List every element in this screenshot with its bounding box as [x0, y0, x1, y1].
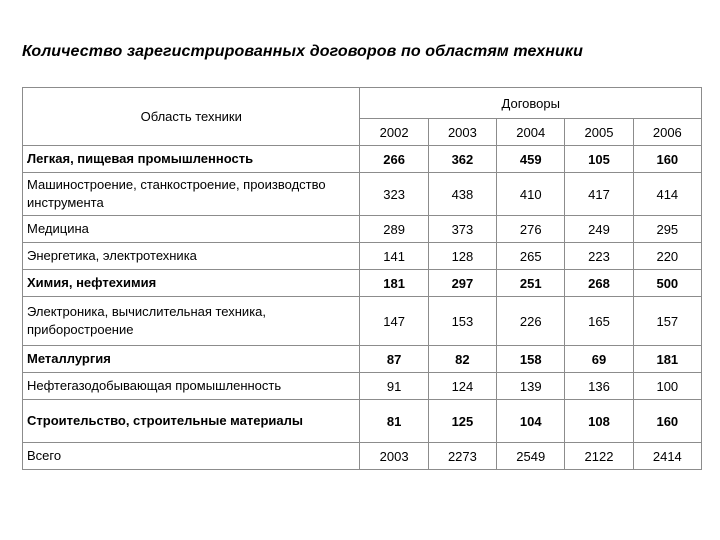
value-cell: 414: [633, 173, 701, 216]
contracts-table: [22, 87, 702, 470]
value-cell: 160: [633, 400, 701, 443]
value-cell: 136: [565, 373, 633, 400]
value-cell: 104: [497, 400, 565, 443]
total-value-cell: 2003: [360, 443, 428, 470]
value-cell: 100: [633, 373, 701, 400]
value-cell: 500: [633, 270, 701, 297]
table-row: [23, 297, 702, 346]
year-header: 2004: [497, 119, 565, 146]
total-value-cell: 2549: [497, 443, 565, 470]
value-cell: 181: [360, 270, 428, 297]
value-cell: 108: [565, 400, 633, 443]
value-cell: 223: [565, 243, 633, 270]
value-cell: 158: [497, 346, 565, 373]
value-cell: 165: [565, 297, 633, 346]
area-cell: Медицина: [23, 216, 360, 243]
value-cell: 153: [428, 297, 496, 346]
table-row: [23, 400, 702, 443]
value-cell: 181: [633, 346, 701, 373]
value-cell: 160: [633, 146, 701, 173]
area-column-header: Область техники: [23, 88, 360, 146]
area-cell: Легкая, пищевая промышленность: [23, 146, 360, 173]
table-row: [23, 373, 702, 400]
total-value-cell: 2122: [565, 443, 633, 470]
area-cell: Строительство, строительные материалы: [23, 400, 360, 443]
value-cell: 128: [428, 243, 496, 270]
value-cell: 147: [360, 297, 428, 346]
value-cell: 87: [360, 346, 428, 373]
value-cell: 226: [497, 297, 565, 346]
area-cell: Энергетика, электротехника: [23, 243, 360, 270]
area-cell: Электроника, вычислительная техника, приборостроение: [23, 297, 360, 346]
area-cell: Машиностроение, станкостроение, производство инструмента: [23, 173, 360, 216]
value-cell: 139: [497, 373, 565, 400]
value-cell: 438: [428, 173, 496, 216]
value-cell: 249: [565, 216, 633, 243]
value-cell: 362: [428, 146, 496, 173]
table-row-total: [23, 443, 702, 470]
value-cell: 157: [633, 297, 701, 346]
area-cell: Химия, нефтехимия: [23, 270, 360, 297]
value-cell: 295: [633, 216, 701, 243]
value-cell: 265: [497, 243, 565, 270]
area-cell: Металлургия: [23, 346, 360, 373]
value-cell: 105: [565, 146, 633, 173]
table-row: [23, 146, 702, 173]
value-cell: 276: [497, 216, 565, 243]
value-cell: 251: [497, 270, 565, 297]
value-cell: 410: [497, 173, 565, 216]
value-cell: 141: [360, 243, 428, 270]
year-header: 2002: [360, 119, 428, 146]
contracts-group-header: Договоры: [360, 88, 702, 119]
page-title: Количество зарегистрированных договоров по областям техники: [22, 43, 583, 60]
year-header: 2005: [565, 119, 633, 146]
value-cell: 297: [428, 270, 496, 297]
value-cell: 69: [565, 346, 633, 373]
table-row: [23, 216, 702, 243]
value-cell: 124: [428, 373, 496, 400]
value-cell: 266: [360, 146, 428, 173]
table-row: [23, 173, 702, 216]
value-cell: 323: [360, 173, 428, 216]
value-cell: 289: [360, 216, 428, 243]
value-cell: 82: [428, 346, 496, 373]
value-cell: 373: [428, 216, 496, 243]
year-header: 2003: [428, 119, 496, 146]
table-row: [23, 243, 702, 270]
table-row: [23, 346, 702, 373]
value-cell: 91: [360, 373, 428, 400]
table-row: [23, 270, 702, 297]
area-cell: Нефтегазодобывающая промышленность: [23, 373, 360, 400]
total-value-cell: 2273: [428, 443, 496, 470]
value-cell: 417: [565, 173, 633, 216]
total-label-cell: Всего: [23, 443, 360, 470]
total-value-cell: 2414: [633, 443, 701, 470]
year-header: 2006: [633, 119, 701, 146]
value-cell: 459: [497, 146, 565, 173]
value-cell: 220: [633, 243, 701, 270]
value-cell: 125: [428, 400, 496, 443]
value-cell: 268: [565, 270, 633, 297]
value-cell: 81: [360, 400, 428, 443]
